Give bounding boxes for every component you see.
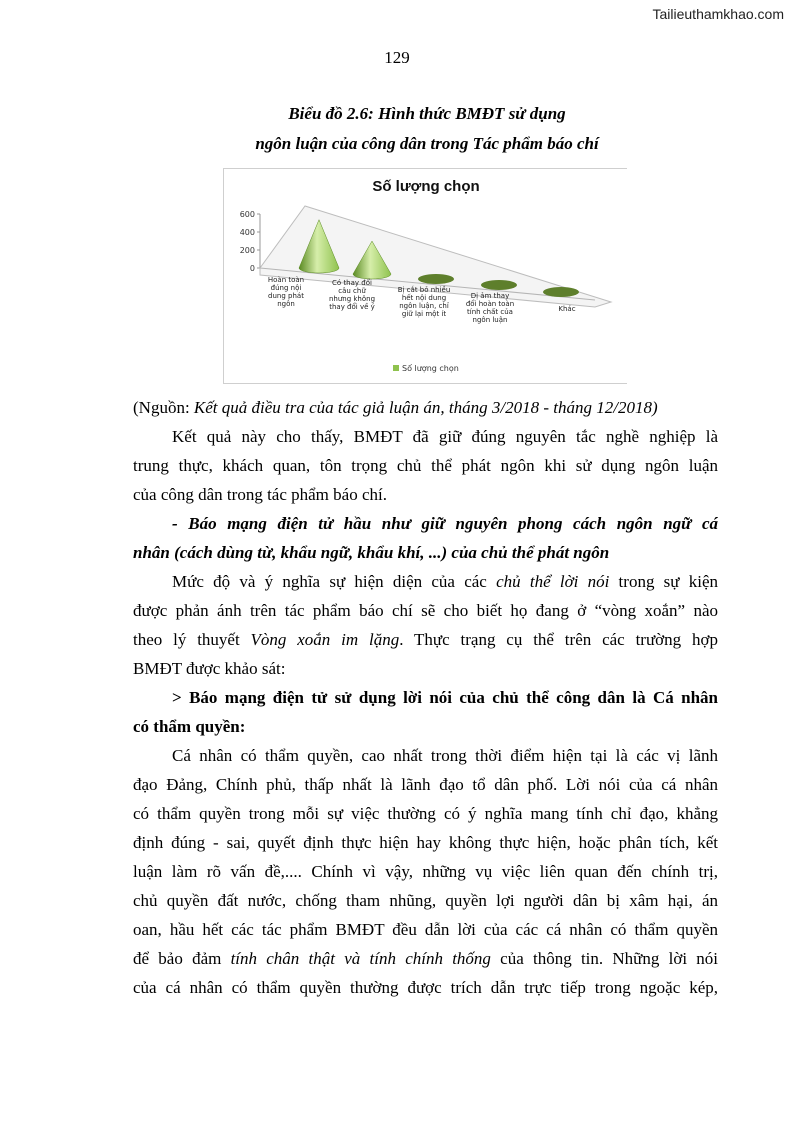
zero-bar: [418, 274, 454, 284]
x-tick-label-line: câu chữ: [338, 287, 366, 295]
paragraph-line: [133, 944, 718, 973]
x-tick-label-line: ngôn luận: [472, 316, 508, 324]
source-prefix: (Nguồn:: [133, 398, 194, 417]
chart-svg: [224, 169, 627, 383]
section-heading: nhân (cách dùng từ, khẩu ngữ, khẩu khí, ...) của chủ thể phát ngôn: [133, 543, 610, 562]
section-heading: > Báo mạng điện tử sử dụng lời nói của chủ thể công dân là Cá nhân: [172, 688, 718, 707]
paragraph-line: trung thực, khách quan, tôn trọng chủ thể phát ngôn khi sử dụng ngôn luận: [133, 456, 718, 475]
text-run: theo lý thuyết: [133, 630, 251, 649]
x-tick-label-line: Hoàn toàn: [267, 276, 305, 284]
x-tick-label-line: Dị ảm thay: [470, 292, 510, 300]
chart-title: Số lượng chọn: [372, 178, 480, 195]
x-tick-label-line: thay đổi về ý: [329, 303, 375, 311]
legend-label: Số lượng chọn: [402, 364, 459, 373]
y-tick-label: 200: [239, 246, 255, 255]
text-run: của thông tin. Những lời nói: [490, 949, 719, 968]
paragraph-line: [133, 567, 718, 596]
text-run-italic: tính chân thật và tính chính thống: [230, 949, 491, 968]
x-tick-label-line: Bị cắt bỏ nhiều: [397, 286, 451, 294]
y-tick-label: 0: [249, 264, 255, 273]
figure-caption-line-2: ngôn luận của công dân trong Tác phẩm báo chí: [255, 134, 599, 153]
source-note: [133, 393, 718, 422]
text-run-italic: Vòng xoắn im lặng: [250, 630, 400, 649]
paragraph-line: định đúng - sai, quyết định thực hiện hay không thực hiện, hoặc phân tích, kết: [133, 833, 718, 852]
text-run: trong sự kiện: [609, 572, 718, 591]
figure-caption-line-1: Biểu đồ 2.6: Hình thức BMĐT sử dụng: [288, 104, 566, 123]
x-tick-label: [329, 278, 375, 311]
y-tick-label: 400: [239, 228, 255, 237]
cone-chart: [223, 168, 627, 384]
paragraph-line: Kết quả này cho thấy, BMĐT đã giữ đúng nguyên tắc nghề nghiệp là: [172, 427, 718, 446]
x-tick-label: [268, 276, 304, 308]
watermark: Tailieuthamkhao.com: [652, 6, 784, 22]
x-tick-label-line: hết nội dung: [401, 294, 447, 302]
paragraph-line: của công dân trong tác phẩm báo chí.: [133, 485, 387, 504]
body-text: [133, 422, 718, 1002]
text-run: Mức độ và ý nghĩa sự hiện diện của các: [172, 572, 497, 591]
y-tick-label: 600: [239, 210, 255, 219]
paragraph-line: [133, 625, 718, 654]
x-tick-label-line: Khác: [558, 305, 576, 313]
x-tick-label-line: nhưng không: [328, 295, 376, 303]
x-tick-label-line: đổi hoàn toàn: [465, 300, 515, 308]
x-tick-label-line: đúng nội: [270, 284, 302, 292]
paragraph-line: được phản ánh trên tác phẩm báo chí sẽ cho biết họ đang ở “vòng xoắn” nào: [133, 601, 718, 620]
paragraph-line: có thẩm quyền trong mỗi sự việc thường có ý nghĩa mang tính chỉ đạo, khẳng: [133, 804, 718, 823]
zero-bar: [543, 287, 579, 297]
source-text: Kết quả điều tra của tác giả luận án, tháng 3/2018 - tháng 12/2018): [193, 398, 658, 417]
x-tick-label-line: ngôn: [277, 300, 295, 308]
section-heading: có thẩm quyền:: [133, 717, 246, 736]
x-tick-label-line: dung phát: [268, 292, 304, 300]
section-heading: - Báo mạng điện tử hầu như giữ nguyên phong cách ngôn ngữ cá: [172, 514, 718, 533]
x-tick-label: [558, 305, 575, 313]
text-run: để bảo đảm: [133, 949, 231, 968]
zero-bar: [481, 280, 517, 290]
x-tick-label: [398, 285, 451, 318]
paragraph-line: của cá nhân có thẩm quyền thường được trích dẫn trực tiếp trong ngoặc kép,: [133, 978, 718, 997]
paragraph-line: Cá nhân có thẩm quyền, cao nhất trong thời điểm hiện tại là các vị lãnh: [172, 746, 718, 765]
page-number: 129: [384, 48, 410, 67]
text-run-italic: chủ thể lời nói: [496, 572, 610, 591]
paragraph-line: BMĐT được khảo sát:: [133, 659, 286, 678]
paragraph-line: luận làm rõ vấn đề,.... Chính vì vậy, những vụ việc liên quan đến chính trị,: [133, 862, 718, 881]
paragraph-line: oan, hầu hết các tác phẩm BMĐT đều dẫn lời của các cá nhân có thẩm quyền: [133, 920, 718, 939]
paragraph-line: đạo Đảng, Chính phủ, thấp nhất là lãnh đạo tổ dân phố. Lời nói của cá nhân: [133, 775, 718, 794]
legend-swatch: [393, 365, 399, 371]
x-tick-label: [466, 292, 514, 324]
text-run: . Thực trạng cụ thể trên các trường hợp: [399, 630, 718, 649]
x-tick-label-line: giữ lại một ít: [401, 310, 447, 318]
x-tick-label-line: tính chất của: [467, 308, 513, 316]
chart-plot-area: [240, 206, 611, 373]
x-tick-label-line: Có thay đổi: [332, 279, 372, 287]
paragraph-line: chủ quyền đất nước, chống tham nhũng, quyền lợi người dân bị xâm hại, án: [133, 891, 718, 910]
x-tick-label-line: ngôn luận, chỉ: [399, 302, 449, 310]
